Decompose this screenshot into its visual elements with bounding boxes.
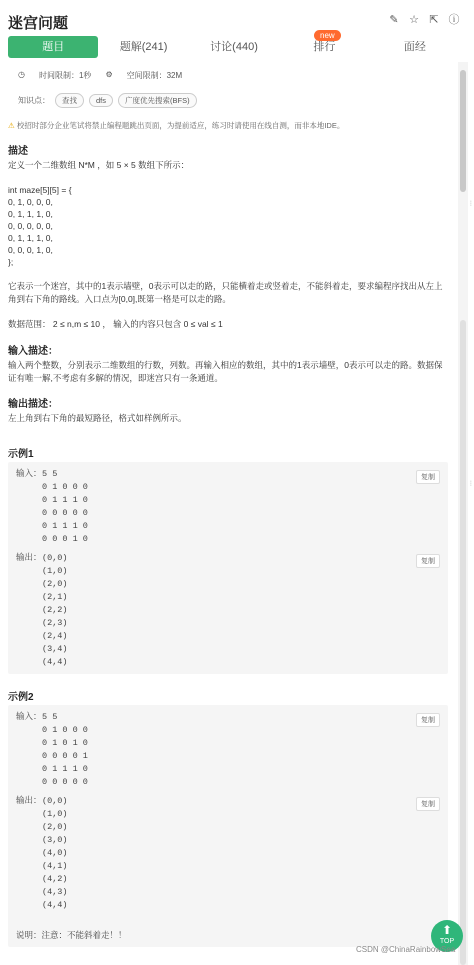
io-line: 0 0 0 0 1 — [42, 751, 88, 761]
input-desc-heading: 输入描述： — [8, 346, 58, 357]
io-line: 0 0 0 1 0 — [42, 534, 88, 544]
copy-button[interactable]: 复制 — [416, 797, 440, 811]
io-line: 0 1 1 1 0 — [42, 764, 88, 774]
problem-content — [0, 62, 458, 965]
io-line: 0 1 0 1 0 — [42, 738, 88, 748]
desc-intro: 定义一个二维数组 N*M ，如 5 × 5 数组下所示： — [8, 160, 190, 170]
scrollbar-track-secondary — [460, 320, 466, 965]
io-line: (2,4) — [42, 631, 68, 641]
example2-note: 说明：注意：不能斜着走！！ — [16, 930, 127, 940]
limits — [18, 70, 182, 81]
output-desc-text: 左上角到右下角的最短路径，格式如样例所示。 — [8, 413, 187, 423]
edit-icon[interactable]: ✎ — [389, 14, 399, 26]
watermark: CSDN @ChinaRainbowSea — [356, 945, 456, 954]
info-icon[interactable]: ⓘ — [448, 14, 460, 26]
tab-discussion[interactable]: 讨论(440) — [210, 41, 258, 53]
notice — [8, 120, 344, 131]
external-link-icon[interactable]: ⇱ — [429, 14, 439, 26]
io-line: (1,0) — [42, 566, 68, 576]
io-line: (3,0) — [42, 835, 68, 845]
io-line: (4,1) — [42, 861, 68, 871]
io-line: 0 1 0 0 0 — [42, 482, 88, 492]
page-title: 迷宫问题 — [8, 15, 69, 32]
tab-ranking[interactable]: 排行 — [313, 41, 336, 53]
knowledge-points — [18, 93, 197, 108]
copy-button[interactable]: 复制 — [416, 470, 440, 484]
example2-input-label: 输入： — [16, 712, 42, 722]
io-line: (0,0) — [42, 553, 68, 563]
header-icons — [388, 14, 460, 26]
scrollbar-thumb[interactable] — [460, 70, 466, 192]
problem-header — [0, 0, 474, 62]
resize-handle-icon[interactable]: ⋮ — [468, 481, 474, 487]
code-line: 0, 0, 0, 0, 0, — [8, 221, 53, 231]
scrollbar[interactable] — [458, 62, 468, 965]
resize-handle-icon[interactable]: ⋮ — [468, 201, 474, 207]
tab-solutions[interactable]: 题解(241) — [119, 41, 168, 53]
example2-output-label: 输出： — [16, 796, 42, 806]
top-label: TOP — [439, 938, 455, 945]
io-line: (4,4) — [42, 657, 68, 667]
copy-button[interactable]: 复制 — [416, 713, 440, 727]
io-line: (4,0) — [42, 848, 68, 858]
code-line: 0, 0, 0, 1, 0, — [8, 245, 53, 255]
chip-search[interactable]: 查找 — [55, 93, 84, 108]
io-line: 0 0 0 0 0 — [42, 777, 88, 787]
io-line: 5 5 — [42, 712, 58, 722]
tab-problem[interactable]: 题目 — [8, 36, 98, 58]
example1-output-label: 输出： — [16, 553, 42, 563]
io-line: (4,4) — [42, 900, 68, 910]
copy-button[interactable]: 复制 — [416, 554, 440, 568]
example2-heading: 示例2 — [8, 692, 34, 703]
space-limit: 空间限制：32M — [126, 71, 183, 80]
example1-box — [8, 462, 448, 674]
time-limit: 时间限制：1秒 — [38, 71, 92, 80]
code-line: 0, 1, 1, 1, 0, — [8, 233, 53, 243]
example2-input — [42, 711, 88, 789]
clock-icon: ◷ — [18, 70, 25, 79]
io-line: (1,0) — [42, 809, 68, 819]
chip-bfs[interactable]: 广度优先搜索(BFS) — [118, 93, 197, 108]
knowledge-label: 知识点： — [18, 96, 50, 105]
new-badge: new — [314, 30, 341, 41]
io-line: 0 1 1 1 0 — [42, 495, 88, 505]
io-line: (2,0) — [42, 822, 68, 832]
chip-dfs[interactable]: dfs — [89, 94, 113, 107]
warning-icon: ⚠ — [8, 121, 15, 130]
arrow-up-icon: ⬆ — [441, 923, 453, 937]
io-line: 0 1 1 1 0 — [42, 521, 88, 531]
example1-input — [42, 468, 88, 546]
input-desc-text: 输入两个整数，分别表示二维数组的行数，列数。再输入相应的数组，其中的1表示墙壁，0表示可以走的路。数据保证有唯一解,不考虑有多解的情况，即迷宫只有一条通道。 — [8, 360, 443, 383]
io-line: 0 0 0 0 0 — [42, 508, 88, 518]
notice-text: 校招时部分企业笔试将禁止编程题跳出页面，为提前适应，练习时请使用在线自测，而非本地IDE。 — [16, 121, 345, 130]
io-line: (4,3) — [42, 887, 68, 897]
example2-box — [8, 705, 448, 947]
code-line: 0, 1, 1, 1, 0, — [8, 209, 53, 219]
io-line: 0 1 0 0 0 — [42, 725, 88, 735]
data-range: 数据范围： 2 ≤ n,m ≤ 10 ， 输入的内容只包含 0 ≤ val ≤ 1 — [8, 319, 223, 329]
io-line: (2,0) — [42, 579, 68, 589]
io-line: (2,3) — [42, 618, 68, 628]
maze-code — [8, 184, 72, 268]
example1-output — [42, 552, 68, 669]
code-line: int maze[5][5] = { — [8, 185, 72, 195]
code-line: 0, 1, 0, 0, 0, — [8, 197, 53, 207]
io-line: (4,2) — [42, 874, 68, 884]
io-line: (2,2) — [42, 605, 68, 615]
example1-heading: 示例1 — [8, 449, 34, 460]
io-line: 5 5 — [42, 469, 58, 479]
io-line: (0,0) — [42, 796, 68, 806]
example2-output — [42, 795, 68, 912]
code-line: }; — [8, 257, 14, 267]
output-desc-heading: 输出描述： — [8, 399, 58, 410]
tab-interview[interactable]: 面经 — [403, 41, 426, 53]
tab-bar — [8, 36, 460, 58]
io-line: (2,1) — [42, 592, 68, 602]
memory-icon: ⚙ — [105, 70, 113, 79]
star-icon[interactable]: ☆ — [409, 14, 419, 26]
desc-paragraph: 它表示一个迷宫，其中的1表示墙壁，0表示可以走的路，只能横着走或竖着走，不能斜着走，要求编程序找出从左上角到右下角的路线。入口点为[0,0],既第一格是可以走的路。 — [8, 281, 443, 304]
io-line: (3,4) — [42, 644, 68, 654]
desc-heading: 描述 — [8, 146, 28, 157]
example1-input-label: 输入： — [16, 469, 42, 479]
